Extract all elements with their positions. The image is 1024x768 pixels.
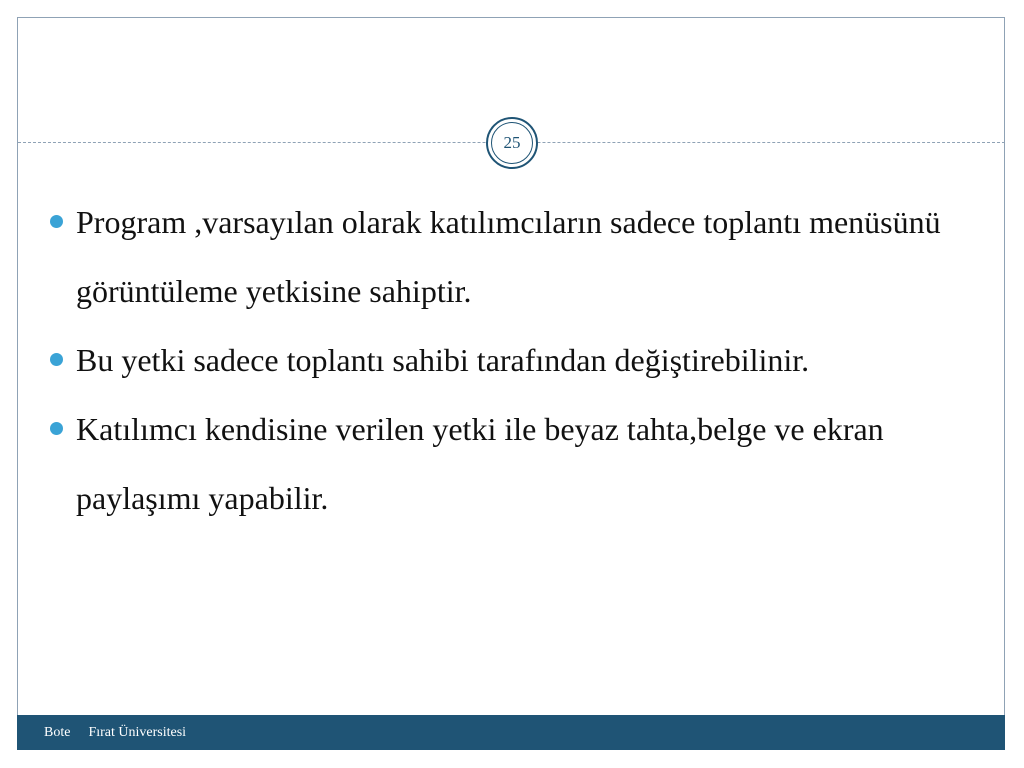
page-number: 25 bbox=[491, 122, 533, 164]
bullet-text: Program ,varsayılan olarak katılımcıların sadece toplantı menüsünü görüntüleme yetkisine sahiptir. bbox=[76, 204, 941, 309]
bullet-item bbox=[46, 188, 986, 326]
bullet-dot-icon bbox=[50, 215, 63, 228]
footer-institution: Fırat Üniversitesi bbox=[88, 724, 187, 740]
bullet-dot-icon bbox=[50, 353, 63, 366]
page-number-badge bbox=[486, 117, 538, 169]
bullet-text: Katılımcı kendisine verilen yetki ile beyaz tahta,belge ve ekran paylaşımı yapabilir. bbox=[76, 411, 884, 516]
bullet-item bbox=[46, 395, 986, 533]
bullet-text: Bu yetki sadece toplantı sahibi tarafından değiştirebilinir. bbox=[76, 342, 810, 378]
footer-author: Bote bbox=[44, 724, 71, 740]
bullet-list bbox=[46, 188, 986, 533]
footer-bar bbox=[17, 715, 1005, 750]
bullet-dot-icon bbox=[50, 422, 63, 435]
bullet-item bbox=[46, 326, 986, 395]
